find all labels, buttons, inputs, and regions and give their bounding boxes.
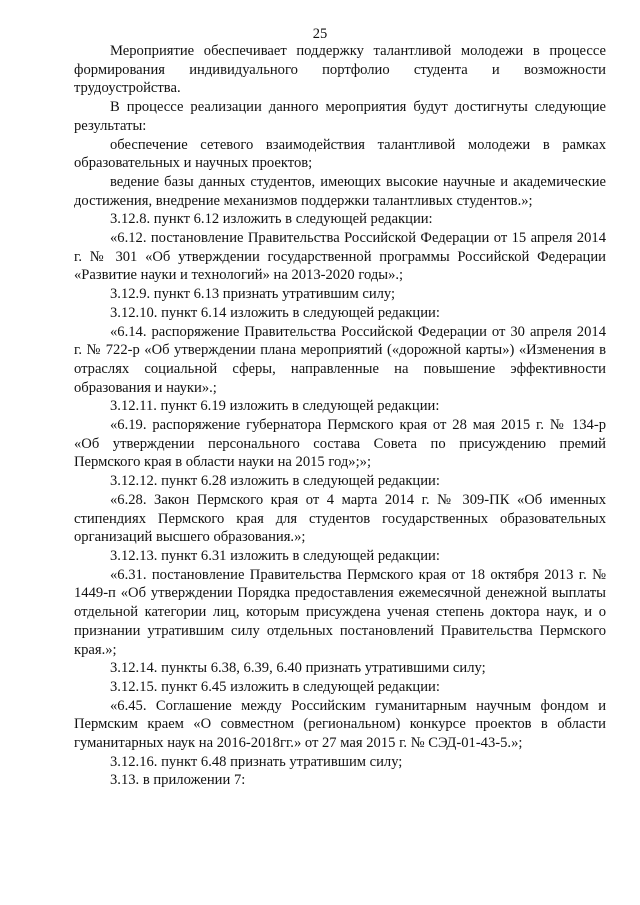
paragraph-item-3-13: 3.13. в приложении 7: bbox=[110, 772, 246, 789]
page-number: 25 bbox=[312, 26, 328, 42]
paragraph-quote-6-14: «6.14. распоряжение Правительства Российской Федерации от 30 апреля 2014 г. № 722-р «Об утверждении плана мероприятий («дорожной карты») «Изменения в отраслях социальной сферы, направленные на повышение эффективности образования и науки».; bbox=[74, 323, 606, 396]
paragraph-quote-6-28: «6.28. Закон Пермского края от 4 марта 2014 г. № 309-ПК «Об именных стипендиях Пермского края для студентов государственных образовательных организаций высшего образования.»; bbox=[74, 491, 606, 546]
paragraph-quote-6-19: «6.19. распоряжение губернатора Пермского края от 28 мая 2015 г. № 134-р «Об утверждении персонального состава Совета по присуждению премий Пермского края в области науки на 2015 год»;»; bbox=[74, 417, 606, 471]
paragraph-item-3-12-12: 3.12.12. пункт 6.28 изложить в следующей редакции: bbox=[110, 473, 440, 490]
paragraph-student-database: ведение базы данных студентов, имеющих высокие научные и академические достижения, внедрение механизмов поддержки талантливых студентов.»; bbox=[74, 173, 606, 209]
paragraph-item-3-12-11: 3.12.11. пункт 6.19 изложить в следующей редакции: bbox=[110, 398, 440, 415]
paragraph-item-3-12-9: 3.12.9. пункт 6.13 признать утратившим силу; bbox=[110, 286, 396, 303]
paragraph-quote-6-45: «6.45. Соглашение между Российским гуманитарным научным фондом и Пермским краем «О совместном (региональном) конкурсе проектов в области гуманитарных наук на 2016-2018гг.» от 27 мая 2015 г. № СЭД-01-43-5.»; bbox=[74, 697, 606, 752]
paragraph-item-3-12-16: 3.12.16. пункт 6.48 признать утратившим силу; bbox=[110, 753, 403, 770]
paragraph-quote-6-12: «6.12. постановление Правительства Российской Федерации от 15 апреля 2014 г. № 301 «Об утверждении государственной программы Российской Федерации «Развитие науки и технологий» на 2013-2020 годы».; bbox=[74, 230, 606, 284]
paragraph-results-intro: В процессе реализации данного мероприятия будут достигнуты следующие результаты: bbox=[74, 99, 606, 134]
paragraph-item-3-12-14: 3.12.14. пункты 6.38, 6.39, 6.40 признать утратившими силу; bbox=[110, 660, 486, 677]
paragraph-quote-6-31: «6.31. постановление Правительства Пермского края от 18 октября 2013 г. № 1449-п «Об утверждении Порядка предоставления ежемесячной денежной выплаты отдельной категории лиц, которым присуждена ученая степень доктора наук, и о признании утратившим силу отдельных постановлений Правительства Пермского края.»; bbox=[74, 566, 606, 658]
paragraph-item-3-12-13: 3.12.13. пункт 6.31 изложить в следующей редакции: bbox=[110, 547, 440, 564]
paragraph-item-3-12-10: 3.12.10. пункт 6.14 изложить в следующей редакции: bbox=[110, 304, 440, 321]
paragraph-item-3-12-15: 3.12.15. пункт 6.45 изложить в следующей редакции: bbox=[110, 678, 440, 695]
document-body bbox=[74, 42, 606, 790]
paragraph-talent-support: Мероприятие обеспечивает поддержку талантливой молодежи в процессе формирования индивидуального портфолио студента и возможности трудоустройства. bbox=[74, 43, 606, 97]
paragraph-network-interaction: обеспечение сетевого взаимодействия талантливой молодежи в рамках образовательных и научных проектов; bbox=[74, 136, 606, 172]
paragraph-item-3-12-8: 3.12.8. пункт 6.12 изложить в следующей редакции: bbox=[110, 211, 433, 228]
